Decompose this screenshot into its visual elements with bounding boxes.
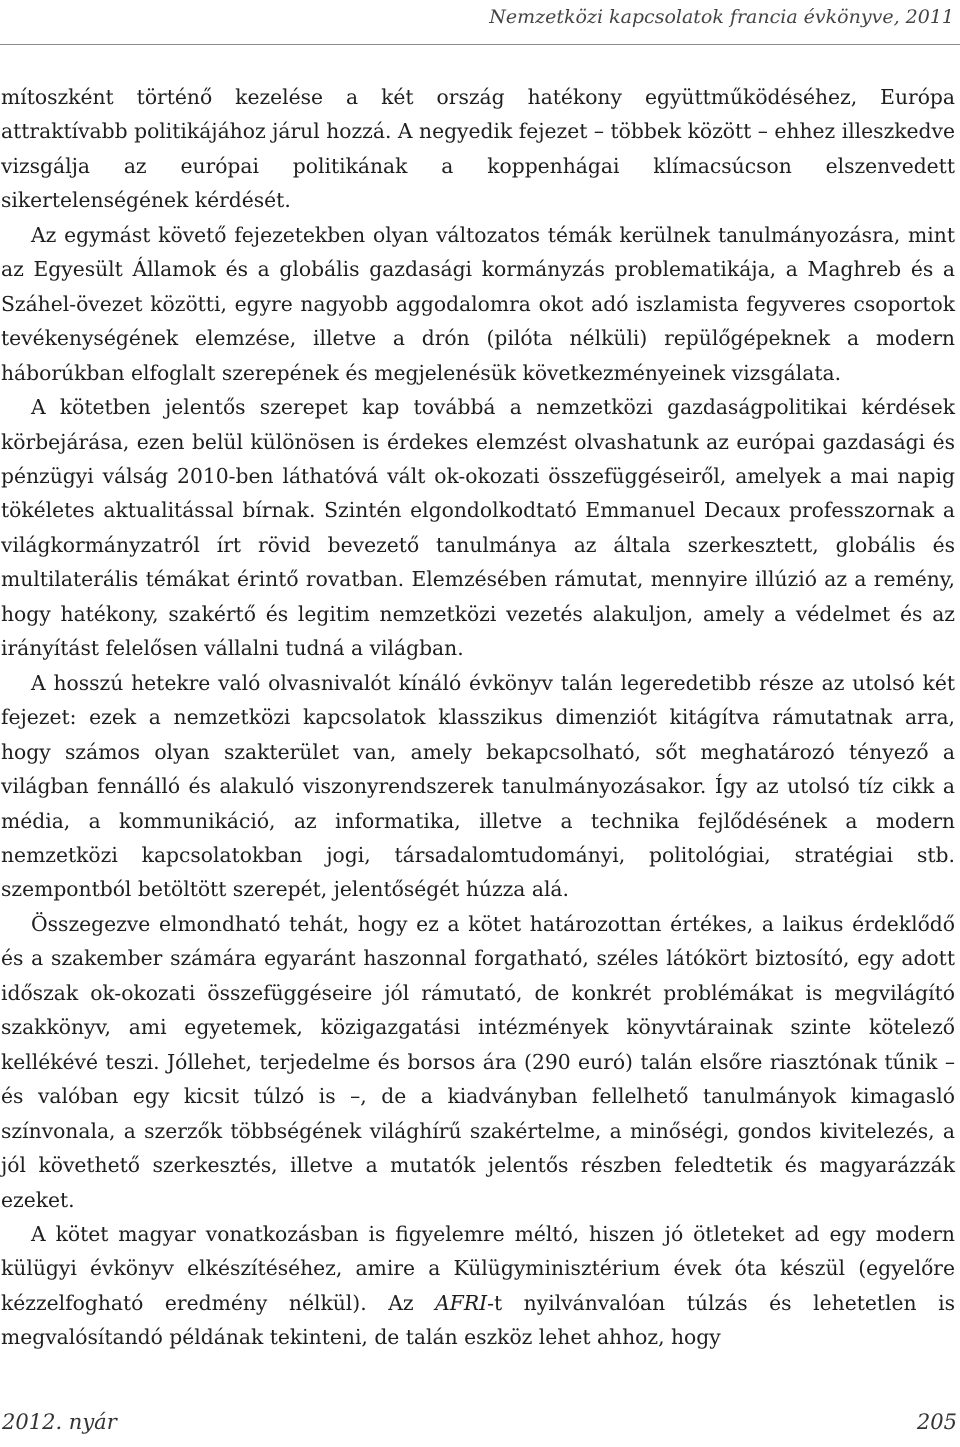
running-header: Nemzetközi kapcsolatok francia évkönyve, 2011	[489, 6, 954, 28]
paragraph-6-start: A kötet magyar vonatkozásban is figyelemre méltó, hiszen jó ötleteket ad egy modern külügyi évkönyv elkészítéséhez, amire a Külügyminisztérium évek óta készül (egyelőre kézzelfogható eredmény nélkül). Az	[1, 1221, 955, 1315]
paragraph-1: mítoszként történő kezelése a két ország hatékony együttműködéséhez, Európa attraktívabb politikájához járul hozzá. A negyedik fejezet – többek között – ehhez illeszkedve vizsgálja az európai politikának a koppenhágai klímacsúcson elszenvedett sikertelenségének kérdését.	[1, 85, 955, 213]
afri-italic: AFRI	[435, 1290, 488, 1315]
paragraph-4: A hosszú hetekre való olvasnivalót kínáló évkönyv talán legeredetibb része az utolsó két fejezet: ezek a nemzetközi kapcsolatok klasszikus dimenziót kitágítva rámutatnak arra, hogy számos olyan szakterület van, amely bekapcsolható, sőt meghatározó tényező a világban fennálló és alakuló viszonyrendszerek tanulmányozásakor. Így az utolsó tíz cikk a média, a kommunikáció, az informatika, illetve a technika fejlődésének a modern nemzetközi kapcsolatokban jogi, társadalomtudományi, politológiai, stratégiai stb. szempontból betöltött szerepét, jelentőségét húzza alá.	[1, 670, 955, 902]
header-rule	[0, 44, 960, 45]
paragraph-6-end: -t nyilvánvalóan túlzás és lehetetlen is megvalósítandó példának tekinteni, de talán eszköz lehet ahhoz, hogy	[1, 1290, 955, 1350]
page-number: 205	[916, 1410, 957, 1434]
body-text	[1, 80, 955, 1355]
paragraph-3: A kötetben jelentős szerepet kap továbbá a nemzetközi gazdaságpolitikai kérdések körbejárása, ezen belül különösen is érdekes elemzést olvashatunk az európai gazdasági és pénzügyi válság 2010-ben láthatóvá vált ok-okozati összefüggéseiről, amelyek a mai napig tökéletes aktualitással bírnak. Szintén elgondolkodtató Emmanuel Decaux professzornak a világkormányzatról írt rövid bevezető tanulmánya az általa szerkesztett, globális és multilaterális témákat érintő rovatban. Elemzésében rámutat, mennyire illúzió az a remény, hogy hatékony, szakértő és legitim nemzetközi vezetés alakuljon, amely a védelmet és az irányítást felelősen vállalni tudná a világban.	[1, 395, 955, 661]
footer-issue: 2012. nyár	[2, 1410, 117, 1434]
paragraph-6	[1, 1217, 955, 1355]
paragraph-5: Összegezve elmondható tehát, hogy ez a kötet határozottan értékes, a laikus érdeklődő és a szakember számára egyaránt haszonnal forgatható, széles látókört biztosító, egy adott időszak ok-okozati összefüggéseire jól rámutató, de konkrét problémákat is megvilágító szakkönyv, ami egyetemek, közigazgatási intézmények könyvtárainak szinte kötelező kellékévé teszi. Jóllehet, terjedelme és borsos ára (290 euró) talán elsőre riasztónak tűnik – és valóban egy kicsit túlzó is –, de a kiadványban fellelhető tanulmányok kimagasló színvonala, a szerzők többségének világhírű szakértelme, a minőségi, gondos kivitelezés, a jól követhető szerkesztés, illetve a mutatók jelentős részben feledtetik és magyarázzák ezeket.	[1, 911, 955, 1212]
paragraph-2: Az egymást követő fejezetekben olyan változatos témák kerülnek tanulmányozásra, mint az Egyesült Államok és a globális gazdasági kormányzás problematikája, a Maghreb és a Száhel-övezet közötti, egyre nagyobb aggodalomra okot adó iszlamista fegyveres csoportok tevékenységének elemzése, illetve a drón (pilóta nélküli) repülőgépeknek a modern háborúkban elfoglalt szerepének és megjelenésük következményeinek vizsgálata.	[1, 222, 955, 385]
